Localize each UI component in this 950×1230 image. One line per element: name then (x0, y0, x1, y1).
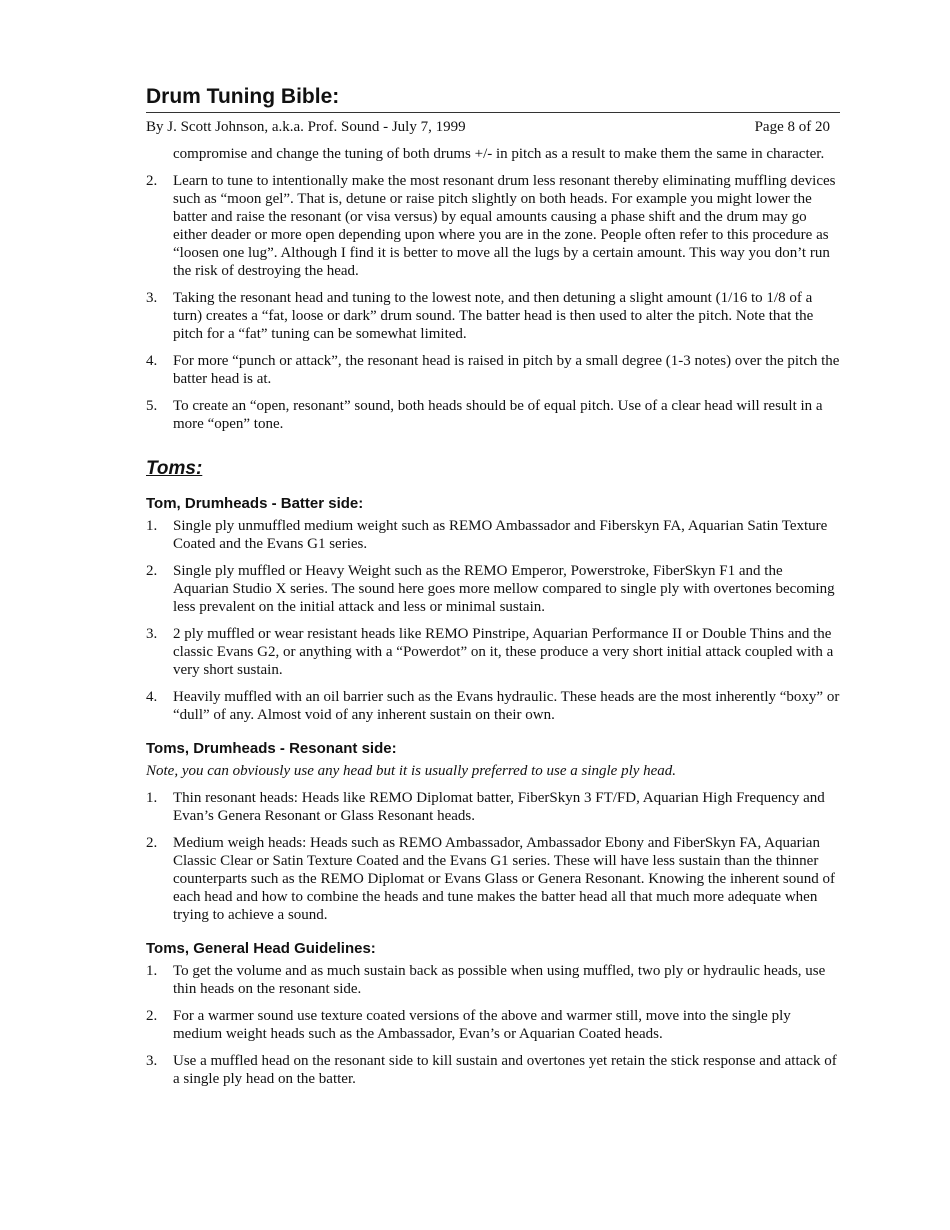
heading-general-guidelines: Toms, General Head Guidelines: (146, 940, 376, 957)
page-number: Page 8 of 20 (754, 119, 830, 135)
list-text: Use a muffled head on the resonant side to kill sustain and overtones yet retain the stick response and attack of a single ply head on the batter. (173, 1053, 837, 1087)
byline-row (146, 117, 830, 137)
list-number: 2. (146, 835, 158, 851)
list-item (146, 834, 840, 924)
list-text: Learn to tune to intentionally make the most resonant drum less resonant thereby eliminating muffling devices such as “moon gel”. That is, detune or raise pitch slightly on both heads. For example you might lower the batter and raise the resonant (or visa versus) by equal amounts causing a phase shift and the drum may go either deader or more open depending upon where you are in the zone. People often refer to this procedure as “loosen one lug”. Although I find it is better to move all the lugs by a certain amount. This way you don’t run the risk of destroying the head. (173, 173, 836, 279)
header-rule (146, 112, 840, 113)
list-number: 2. (146, 1008, 158, 1024)
heading-batter-side: Tom, Drumheads - Batter side: (146, 495, 364, 512)
list-item (146, 352, 840, 388)
batter-list (146, 517, 840, 724)
list-item (146, 397, 840, 433)
list-text: 2 ply muffled or wear resistant heads like REMO Pinstripe, Aquarian Performance II or Double Thins and the classic Evans G2, or anything with a “Powerdot” on it, these produce a very short initial attack coupled with a very short sustain. (173, 626, 834, 678)
list-number: 1. (146, 963, 158, 979)
list-text: Single ply unmuffled medium weight such as REMO Ambassador and Fiberskyn FA, Aquarian Satin Texture Coated and the Evans G1 series. (173, 518, 828, 552)
guidelines-list (146, 962, 840, 1088)
list-number: 3. (146, 626, 158, 642)
list-text: To create an “open, resonant” sound, both heads should be of equal pitch. Use of a clear head will result in a more “open” tone. (173, 398, 823, 432)
list-item (146, 1052, 840, 1088)
list-item (146, 172, 840, 280)
heading-resonant-side: Toms, Drumheads - Resonant side: (146, 740, 397, 757)
document-title: Drum Tuning Bible: (146, 85, 340, 108)
list-item (146, 962, 840, 998)
list-number: 5. (146, 398, 158, 414)
document-body (146, 145, 840, 1088)
list-text: Thin resonant heads: Heads like REMO Diplomat batter, FiberSkyn 3 FT/FD, Aquarian High Frequency and Evan’s Genera Resonant or Glass Resonant heads. (173, 790, 825, 824)
continued-paragraph: compromise and change the tuning of both drums +/- in pitch as a result to make them the same in character. (173, 146, 825, 162)
list-number: 2. (146, 173, 158, 189)
list-number: 1. (146, 518, 158, 534)
list-text: Taking the resonant head and tuning to the lowest note, and then detuning a slight amount (1/16 to 1/8 of a turn) creates a “fat, loose or dark” drum sound. The batter head is then used to alter the pitch. Note that the pitch for a “fat” tuning can be somewhat limited. (173, 290, 814, 342)
list-item (146, 289, 840, 343)
section-title-toms: Toms: (146, 458, 203, 479)
list-item (146, 625, 840, 679)
list-text: For a warmer sound use texture coated versions of the above and warmer still, move into the single ply medium weight heads such as the Ambassador, Evan’s or Aquarian Coated heads. (173, 1008, 791, 1042)
list-item (146, 688, 840, 724)
resonant-list (146, 789, 840, 924)
list-number: 4. (146, 689, 158, 705)
list-number: 4. (146, 353, 158, 369)
list-item (146, 789, 840, 825)
list-number: 2. (146, 563, 158, 579)
list-item (146, 1007, 840, 1043)
list-number: 3. (146, 1053, 158, 1069)
list-number: 1. (146, 790, 158, 806)
list-number: 3. (146, 290, 158, 306)
intro-list (146, 172, 840, 433)
list-text: Single ply muffled or Heavy Weight such as the REMO Emperor, Powerstroke, FiberSkyn F1 and the Aquarian Studio X series. The sound here goes more mellow compared to single ply with overtones becoming less prevalent on the initial attack and less or minimal sustain. (173, 563, 835, 615)
list-item (146, 517, 840, 553)
resonant-note: Note, you can obviously use any head but it is usually preferred to use a single ply head. (146, 763, 677, 779)
list-text: For more “punch or attack”, the resonant head is raised in pitch by a small degree (1-3 notes) over the pitch the batter head is at. (173, 353, 840, 387)
list-item (146, 562, 840, 616)
list-text: Medium weigh heads: Heads such as REMO Ambassador, Ambassador Ebony and FiberSkyn FA, Aquarian Classic Clear or Satin Texture Coated and the Evans G1 series. These will have less sustain than the thinner counterparts such as the REMO Diplomat or Evans Glass or Genera Resonant. Knowing the inherent sound of each head and how to combine the heads and tune makes the batter head all that much more adequate when trying to achieve a sound. (173, 835, 835, 923)
author-date: By J. Scott Johnson, a.k.a. Prof. Sound - July 7, 1999 (146, 119, 466, 135)
list-text: Heavily muffled with an oil barrier such as the Evans hydraulic. These heads are the most inherently “boxy” or “dull” of any. Almost void of any inherent sustain on their own. (173, 689, 840, 723)
list-text: To get the volume and as much sustain back as possible when using muffled, two ply or hydraulic heads, use thin heads on the resonant side. (173, 963, 826, 997)
